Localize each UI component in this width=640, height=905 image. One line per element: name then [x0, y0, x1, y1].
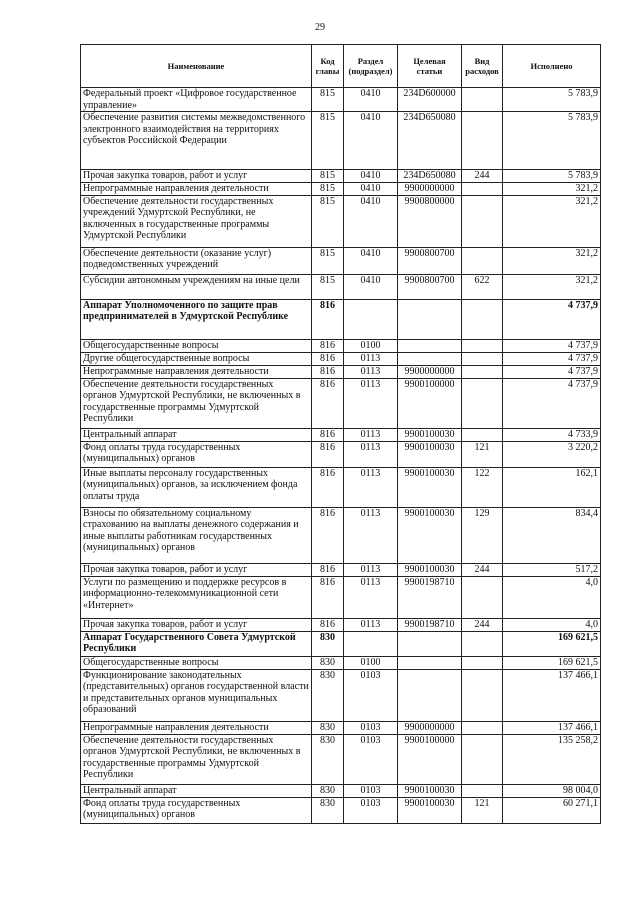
header-executed: Исполнено	[503, 45, 601, 88]
cell-name: Обеспечение деятельности государственных учреждений Удмуртской Республики, не включенных в государственные программы Удмуртской Республики	[81, 195, 312, 247]
cell-chapter-code: 815	[312, 195, 344, 247]
cell-name: Прочая закупка товаров, работ и услуг	[81, 563, 312, 576]
cell-executed: 5 783,9	[503, 88, 601, 112]
cell-executed: 137 466,1	[503, 669, 601, 721]
cell-chapter-code: 816	[312, 428, 344, 441]
cell-executed: 4,0	[503, 576, 601, 618]
cell-executed: 321,2	[503, 183, 601, 196]
cell-expense-type	[462, 352, 503, 365]
cell-section: 0410	[344, 183, 398, 196]
table-row	[81, 428, 601, 441]
cell-target-item	[398, 656, 462, 669]
cell-section	[344, 631, 398, 656]
cell-chapter-code: 815	[312, 274, 344, 299]
table-row	[81, 656, 601, 669]
cell-chapter-code: 830	[312, 721, 344, 734]
cell-chapter-code: 816	[312, 365, 344, 378]
cell-chapter-code: 815	[312, 247, 344, 274]
cell-name: Иные выплаты персоналу государственных (муниципальных) органов, за исключением фонда оплаты труда	[81, 467, 312, 507]
cell-expense-type	[462, 195, 503, 247]
cell-target-item: 9900000000	[398, 721, 462, 734]
cell-executed: 60 271,1	[503, 797, 601, 823]
cell-name: Обеспечение деятельности государственных органов Удмуртской Республики, не включенных в государственные программы Удмуртской Республики	[81, 378, 312, 428]
cell-name: Аппарат Уполномоченного по защите прав предпринимателей в Удмуртской Республике	[81, 299, 312, 339]
cell-expense-type: 244	[462, 170, 503, 183]
cell-chapter-code: 815	[312, 88, 344, 112]
table-row	[81, 784, 601, 797]
cell-section: 0113	[344, 576, 398, 618]
cell-name: Непрограммные направления деятельности	[81, 183, 312, 196]
cell-chapter-code: 816	[312, 378, 344, 428]
cell-chapter-code: 830	[312, 631, 344, 656]
cell-expense-type: 244	[462, 563, 503, 576]
cell-executed: 137 466,1	[503, 721, 601, 734]
cell-expense-type	[462, 88, 503, 112]
cell-target-item: 9900100000	[398, 734, 462, 784]
cell-name: Федеральный проект «Цифровое государственное управление»	[81, 88, 312, 112]
table-row	[81, 170, 601, 183]
table-row	[81, 88, 601, 112]
cell-executed: 834,4	[503, 507, 601, 563]
cell-expense-type	[462, 339, 503, 352]
cell-name: Центральный аппарат	[81, 428, 312, 441]
cell-section: 0113	[344, 563, 398, 576]
cell-target-item	[398, 299, 462, 339]
cell-target-item: 9900000000	[398, 365, 462, 378]
cell-chapter-code: 816	[312, 618, 344, 631]
cell-section: 0113	[344, 352, 398, 365]
cell-name: Обеспечение деятельности (оказание услуг) подведомственных учреждений	[81, 247, 312, 274]
cell-name: Прочая закупка товаров, работ и услуг	[81, 170, 312, 183]
cell-target-item	[398, 669, 462, 721]
cell-chapter-code: 830	[312, 784, 344, 797]
cell-chapter-code: 830	[312, 797, 344, 823]
cell-section: 0113	[344, 618, 398, 631]
cell-section: 0410	[344, 274, 398, 299]
cell-expense-type	[462, 734, 503, 784]
cell-target-item	[398, 352, 462, 365]
cell-name: Аппарат Государственного Совета Удмуртской Республики	[81, 631, 312, 656]
cell-expense-type: 129	[462, 507, 503, 563]
table-row	[81, 441, 601, 467]
table-header-row	[81, 45, 601, 88]
cell-expense-type: 244	[462, 618, 503, 631]
table-row	[81, 195, 601, 247]
table-row	[81, 365, 601, 378]
table-row	[81, 631, 601, 656]
cell-executed: 517,2	[503, 563, 601, 576]
cell-chapter-code: 816	[312, 352, 344, 365]
cell-chapter-code: 816	[312, 563, 344, 576]
table-row	[81, 563, 601, 576]
cell-executed: 4 737,9	[503, 299, 601, 339]
cell-section: 0100	[344, 656, 398, 669]
header-section: Раздел (подраздел)	[344, 45, 398, 88]
cell-expense-type	[462, 656, 503, 669]
cell-target-item: 9900198710	[398, 576, 462, 618]
cell-executed: 4,0	[503, 618, 601, 631]
cell-section: 0113	[344, 428, 398, 441]
cell-executed: 321,2	[503, 274, 601, 299]
cell-expense-type	[462, 669, 503, 721]
header-chapter-code: Код главы	[312, 45, 344, 88]
cell-name: Прочая закупка товаров, работ и услуг	[81, 618, 312, 631]
cell-expense-type	[462, 784, 503, 797]
cell-name: Непрограммные направления деятельности	[81, 721, 312, 734]
cell-section: 0100	[344, 339, 398, 352]
cell-chapter-code: 830	[312, 734, 344, 784]
cell-section: 0410	[344, 170, 398, 183]
table-row	[81, 618, 601, 631]
cell-expense-type	[462, 247, 503, 274]
table-row	[81, 669, 601, 721]
cell-target-item	[398, 339, 462, 352]
cell-target-item: 9900800700	[398, 247, 462, 274]
cell-target-item: 234D650080	[398, 112, 462, 170]
cell-executed: 4 737,9	[503, 339, 601, 352]
cell-name: Фонд оплаты труда государственных (муниципальных) органов	[81, 441, 312, 467]
cell-executed: 5 783,9	[503, 112, 601, 170]
cell-name: Взносы по обязательному социальному страхованию на выплаты денежного содержания и иные выплаты работникам государственных (муниципальных) органов	[81, 507, 312, 563]
cell-expense-type: 121	[462, 441, 503, 467]
table-row	[81, 797, 601, 823]
header-name: Наименование	[81, 45, 312, 88]
cell-expense-type	[462, 299, 503, 339]
cell-expense-type: 622	[462, 274, 503, 299]
header-target-item: Целевая статьи	[398, 45, 462, 88]
cell-target-item: 234D600000	[398, 88, 462, 112]
cell-section: 0410	[344, 112, 398, 170]
table-row	[81, 467, 601, 507]
cell-chapter-code: 816	[312, 339, 344, 352]
budget-execution-table	[80, 44, 601, 824]
cell-expense-type: 122	[462, 467, 503, 507]
cell-name: Обеспечение развития системы межведомственного электронного взаимодействия на территориях субъектов Российской Федерации	[81, 112, 312, 170]
cell-chapter-code: 815	[312, 170, 344, 183]
cell-name: Другие общегосударственные вопросы	[81, 352, 312, 365]
cell-target-item: 234D650080	[398, 170, 462, 183]
cell-section: 0410	[344, 195, 398, 247]
cell-section	[344, 299, 398, 339]
cell-section: 0410	[344, 247, 398, 274]
cell-executed: 321,2	[503, 247, 601, 274]
cell-chapter-code: 816	[312, 441, 344, 467]
cell-target-item: 9900100030	[398, 563, 462, 576]
cell-section: 0103	[344, 669, 398, 721]
cell-section: 0113	[344, 507, 398, 563]
cell-executed: 5 783,9	[503, 170, 601, 183]
table-row	[81, 299, 601, 339]
cell-expense-type	[462, 576, 503, 618]
cell-section: 0410	[344, 88, 398, 112]
cell-section: 0103	[344, 734, 398, 784]
cell-target-item: 9900100000	[398, 378, 462, 428]
table-row	[81, 734, 601, 784]
cell-executed: 135 258,2	[503, 734, 601, 784]
cell-name: Общегосударственные вопросы	[81, 656, 312, 669]
table-row	[81, 339, 601, 352]
table-row	[81, 378, 601, 428]
cell-section: 0113	[344, 365, 398, 378]
cell-expense-type	[462, 721, 503, 734]
cell-executed: 169 621,5	[503, 656, 601, 669]
cell-target-item: 9900100030	[398, 784, 462, 797]
cell-target-item: 9900100030	[398, 441, 462, 467]
cell-name: Центральный аппарат	[81, 784, 312, 797]
cell-target-item: 9900800700	[398, 274, 462, 299]
cell-executed: 162,1	[503, 467, 601, 507]
cell-executed: 4 737,9	[503, 378, 601, 428]
page-number: 29	[315, 22, 325, 33]
header-expense-type: Вид расходов	[462, 45, 503, 88]
cell-executed: 98 004,0	[503, 784, 601, 797]
table-body	[81, 88, 601, 824]
cell-target-item: 9900100030	[398, 797, 462, 823]
cell-target-item	[398, 631, 462, 656]
cell-name: Функционирование законодательных (представительных) органов государственной власти и представительных органов муниципальных образований	[81, 669, 312, 721]
cell-chapter-code: 816	[312, 299, 344, 339]
cell-section: 0103	[344, 721, 398, 734]
cell-name: Обеспечение деятельности государственных органов Удмуртской Республики, не включенных в государственные программы Удмуртской Республики	[81, 734, 312, 784]
cell-target-item: 9900100030	[398, 467, 462, 507]
cell-expense-type	[462, 365, 503, 378]
cell-executed: 4 737,9	[503, 352, 601, 365]
table-row	[81, 183, 601, 196]
cell-chapter-code: 816	[312, 467, 344, 507]
cell-chapter-code: 815	[312, 112, 344, 170]
cell-executed: 4 737,9	[503, 365, 601, 378]
cell-section: 0113	[344, 467, 398, 507]
cell-name: Фонд оплаты труда государственных (муниципальных) органов	[81, 797, 312, 823]
table-row	[81, 247, 601, 274]
table-row	[81, 721, 601, 734]
cell-chapter-code: 815	[312, 183, 344, 196]
cell-executed: 321,2	[503, 195, 601, 247]
table-row	[81, 352, 601, 365]
table-row	[81, 507, 601, 563]
cell-expense-type	[462, 183, 503, 196]
cell-expense-type: 121	[462, 797, 503, 823]
cell-chapter-code: 830	[312, 669, 344, 721]
cell-target-item: 9900000000	[398, 183, 462, 196]
table-row	[81, 274, 601, 299]
table-row	[81, 576, 601, 618]
cell-name: Услуги по размещению и поддержке ресурсов в информационно-телекоммуникационной сети «Интернет»	[81, 576, 312, 618]
cell-target-item: 9900198710	[398, 618, 462, 631]
cell-target-item: 9900800000	[398, 195, 462, 247]
cell-section: 0103	[344, 797, 398, 823]
cell-name: Субсидии автономным учреждениям на иные цели	[81, 274, 312, 299]
cell-section: 0103	[344, 784, 398, 797]
cell-target-item: 9900100030	[398, 507, 462, 563]
cell-target-item: 9900100030	[398, 428, 462, 441]
cell-name: Непрограммные направления деятельности	[81, 365, 312, 378]
cell-expense-type	[462, 378, 503, 428]
cell-chapter-code: 830	[312, 656, 344, 669]
cell-section: 0113	[344, 441, 398, 467]
cell-expense-type	[462, 428, 503, 441]
cell-executed: 4 733,9	[503, 428, 601, 441]
cell-chapter-code: 816	[312, 576, 344, 618]
table-row	[81, 112, 601, 170]
cell-expense-type	[462, 631, 503, 656]
cell-executed: 3 220,2	[503, 441, 601, 467]
cell-name: Общегосударственные вопросы	[81, 339, 312, 352]
cell-expense-type	[462, 112, 503, 170]
cell-section: 0113	[344, 378, 398, 428]
cell-chapter-code: 816	[312, 507, 344, 563]
cell-executed: 169 621,5	[503, 631, 601, 656]
